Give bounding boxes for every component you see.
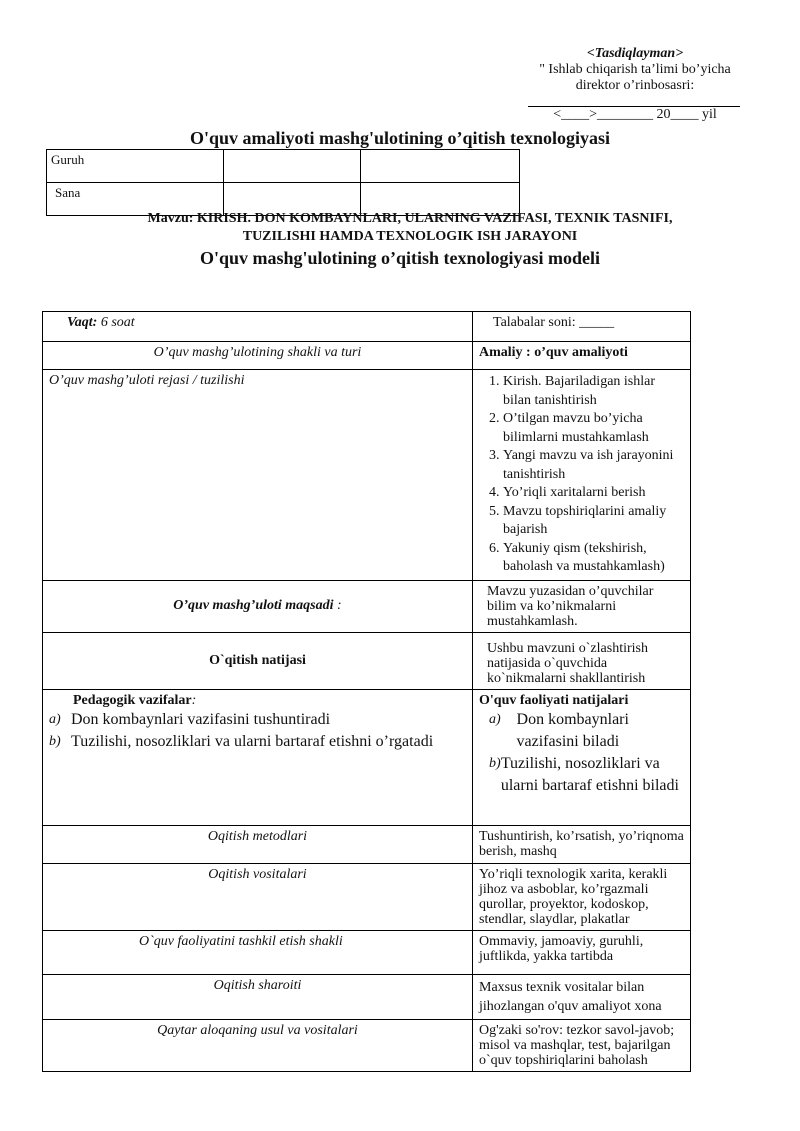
methods-label: Oqitish metodlari <box>43 825 473 863</box>
goal-value: Mavzu yuzasidan o’quvchilar bilim va ko’nikmalarni mustahkamlash. <box>473 580 691 632</box>
time-label: Vaqt: <box>67 315 98 330</box>
tools-label: Oqitish vositalari <box>43 863 473 930</box>
pedagogic-item-b <box>49 731 466 753</box>
org-label: O`quv faoliyatini tashkil etish shakli <box>43 930 473 974</box>
conditions-label: Oqitish sharoiti <box>43 974 473 1019</box>
approval-heading: <Tasdiqlayman> <box>586 46 684 61</box>
marker: b) <box>49 733 61 749</box>
lesson-model-table <box>42 311 691 1072</box>
plan-list <box>479 373 684 577</box>
feedback-label: Qaytar aloqaning usul va vositalari <box>43 1019 473 1071</box>
activity-b-text: Tuzilishi, nosozliklari va ularni bartaraf etishni biladi <box>500 754 679 794</box>
time-value: 6 soat <box>97 315 135 330</box>
document-title: O'quv amaliyoti mashg'ulotining o’qitish texnologiyasi <box>189 128 611 148</box>
group-cell-1 <box>224 150 361 183</box>
plan-label: O’quv mashg’uloti rejasi / tuzilishi <box>43 370 473 581</box>
approval-date: <____>________ 20____ yil <box>553 107 717 122</box>
result-label: O`qitish natijasi <box>43 632 473 689</box>
activity-label: O'quv faoliyati natijalari <box>479 692 629 708</box>
topic-heading <box>60 210 760 246</box>
tools-value: Yo’riqli texnologik xarita, kerakli jihoz va asboblar, ko’rgazmali qurollar, proyektor, kodoskop, stendlar, slaydlar, plakatlar <box>473 863 691 930</box>
result-value: Ushbu mavzuni o`zlashtirish natijasida o`quvchida ko`nikmalarni shakllantirish <box>473 632 691 689</box>
pedagogic-colon: : <box>191 692 197 708</box>
date-label: Sana <box>47 183 224 216</box>
approval-line2: direktor o’rinbosasri: <box>575 78 695 93</box>
goal-label-cell <box>43 580 473 632</box>
approval-line1: " Ishlab chiqarish ta’limi bo’yicha <box>539 62 731 77</box>
plan-item: 2. O’tilgan mavzu bo’yicha bilimlarni mustahkamlash <box>503 410 684 447</box>
methods-value: Tushuntirish, ko’rsatish, yo’riqnoma berish, mashq <box>473 825 691 863</box>
marker: a) <box>489 711 501 727</box>
plan-cell <box>473 370 691 581</box>
group-date-table <box>46 149 520 216</box>
plan-item: 5. Mavzu topshiriqlarini amaliy bajarish <box>503 503 684 540</box>
marker: a) <box>49 711 61 727</box>
org-value: Ommaviy, jamoaviy, guruhli, juftlikda, yakka tartibda <box>473 930 691 974</box>
plan-item: 3. Yangi mavzu va ish jarayonini tanishtirish <box>503 447 684 484</box>
plan-item: 4. Yo’riqli xaritalarni berish <box>503 484 684 503</box>
pedagogic-a-text: Don kombaynlari vazifasini tushuntiradi <box>71 710 331 728</box>
activity-a-text: Don kombaynlari vazifasini biladi <box>516 710 629 750</box>
pedagogic-label: Pedagogik vazifalar <box>73 692 192 708</box>
students-cell: Talabalar soni: _____ <box>473 312 691 342</box>
goal-colon: : <box>333 598 342 613</box>
conditions-value: Maxsus texnik vositalar bilan jihozlangan o'quv amaliyot xona <box>473 974 691 1019</box>
activity-item-b <box>479 753 684 797</box>
approval-block <box>520 46 750 123</box>
goal-label: O’quv mashg’uloti maqsadi <box>173 598 334 613</box>
activity-cell <box>473 689 691 825</box>
plan-item: 1. Kirish. Bajariladigan ishlar bilan tanishtirish <box>503 373 684 410</box>
model-title: O'quv mashg'ulotining o’qitish texnologiyasi modeli <box>199 248 601 268</box>
group-cell-2 <box>361 150 520 183</box>
form-label: O’quv mashg’ulotining shakli va turi <box>43 342 473 370</box>
group-label: Guruh <box>47 150 224 183</box>
plan-item: 6. Yakuniy qism (tekshirish, baholash va mustahkamlash) <box>503 540 684 577</box>
pedagogic-cell <box>43 689 473 825</box>
pedagogic-item-a <box>49 709 466 731</box>
topic-line2: TUZILISHI HAMDA TEXNOLOGIK ISH JARAYONI <box>242 229 578 244</box>
feedback-value: Og'zaki so'rov: tezkor savol-javob; misol va mashqlar, test, bajarilgan o`quv topshiriqlarini baholash <box>473 1019 691 1071</box>
form-value: Amaliy : o’quv amaliyoti <box>473 342 691 370</box>
activity-item-a <box>479 709 684 753</box>
marker: b) <box>489 755 501 771</box>
pedagogic-heading <box>49 693 466 709</box>
pedagogic-b-text: Tuzilishi, nosozliklari va ularni bartaraf etishni o’rgatadi <box>71 732 434 750</box>
signature-line <box>528 94 740 107</box>
topic-line1: Mavzu: KIRISH. DON KOMBAYNLARI, ULARNING VAZIFASI, TEXNIK TASNIFI, <box>147 211 673 226</box>
time-cell <box>43 312 473 342</box>
